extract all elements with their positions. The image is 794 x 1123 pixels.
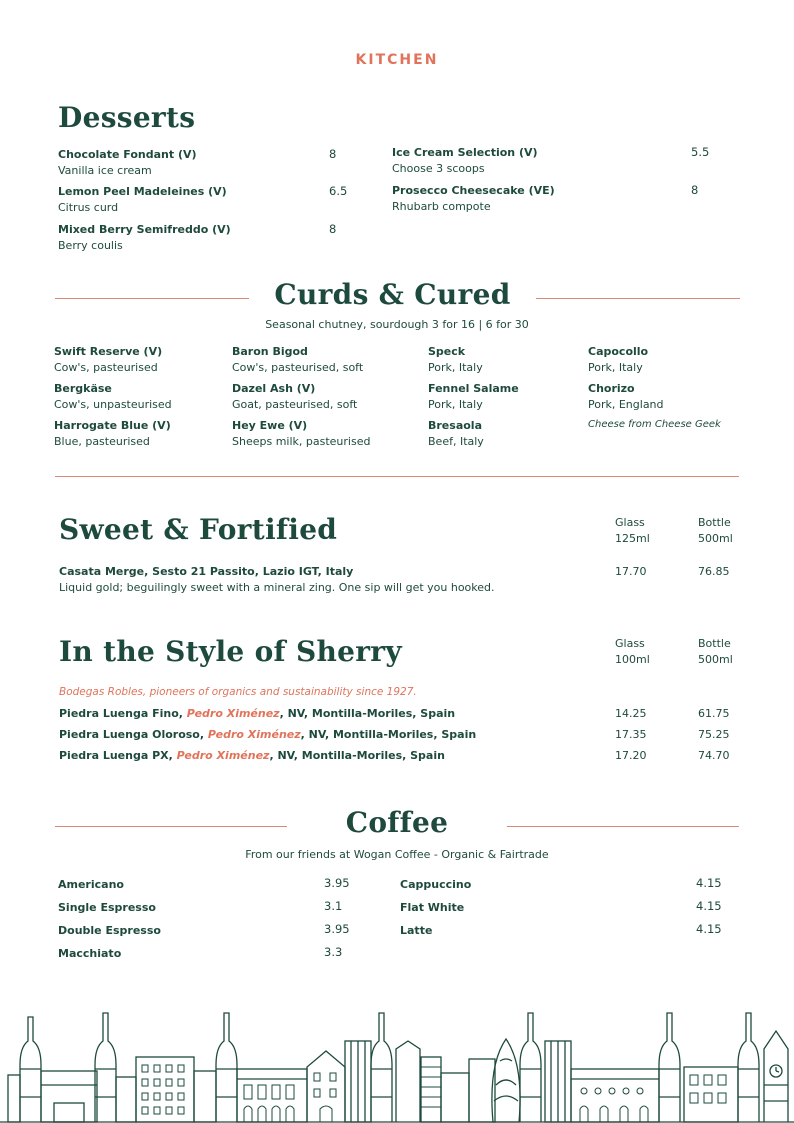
coffee-price: 4.15 xyxy=(696,922,722,936)
sherry-bottle-price: 74.70 xyxy=(698,749,730,762)
dessert-price: 5.5 xyxy=(691,145,710,159)
cured-name: Speck xyxy=(428,345,466,358)
glass-label: Glass xyxy=(615,637,645,650)
cured-name: Chorizo xyxy=(588,382,635,395)
coffee-price: 3.95 xyxy=(324,922,350,936)
sherry-name: Piedra Luenga Oloroso, Pedro Ximénez, NV, Montilla-Moriles, Spain xyxy=(59,728,477,741)
coffee-price: 4.15 xyxy=(696,899,722,913)
coffee-name: Cappuccino xyxy=(400,878,472,891)
grape-variety: Pedro Ximénez xyxy=(207,728,301,741)
dessert-price: 8 xyxy=(329,147,337,161)
cheese-desc: Goat, pasteurised, soft xyxy=(232,398,358,411)
sherry-glass-price: 14.25 xyxy=(615,707,647,720)
bottle-label: Bottle xyxy=(698,637,731,650)
cured-desc: Beef, Italy xyxy=(428,435,484,448)
cured-desc: Pork, Italy xyxy=(428,398,483,411)
grape-variety: Pedro Ximénez xyxy=(176,749,270,762)
dessert-price: 6.5 xyxy=(329,184,348,198)
cured-desc: Pork, Italy xyxy=(588,361,643,374)
dessert-desc: Berry coulis xyxy=(58,239,123,252)
curds-heading: Curds & Cured xyxy=(274,278,511,311)
dessert-desc: Choose 3 scoops xyxy=(392,162,485,175)
coffee-name: Macchiato xyxy=(58,947,122,960)
dessert-name: Chocolate Fondant (V) xyxy=(58,148,197,161)
cheese-desc: Blue, pasteurised xyxy=(54,435,150,448)
coffee-heading: Coffee xyxy=(345,806,449,839)
cheese-desc: Cow's, unpasteurised xyxy=(54,398,172,411)
grape-variety: Pedro Ximénez xyxy=(186,707,280,720)
cheese-name: Harrogate Blue (V) xyxy=(54,419,171,432)
divider-line xyxy=(536,298,740,299)
cheese-source-note: Cheese from Cheese Geek xyxy=(588,419,721,430)
cured-desc: Pork, Italy xyxy=(428,361,483,374)
dessert-name: Lemon Peel Madeleines (V) xyxy=(58,185,227,198)
cheese-name: Baron Bigod xyxy=(232,345,308,358)
kitchen-title: KITCHEN xyxy=(355,52,439,68)
coffee-name: Latte xyxy=(400,924,433,937)
bottle-size: 500ml xyxy=(698,532,733,545)
bottle-size: 500ml xyxy=(698,653,733,666)
dessert-name: Prosecco Cheesecake (VE) xyxy=(392,184,555,197)
divider-line xyxy=(55,476,739,477)
sherry-glass-price: 17.20 xyxy=(615,749,647,762)
coffee-price: 4.15 xyxy=(696,876,722,890)
glass-label: Glass xyxy=(615,516,645,529)
sherry-name: Piedra Luenga PX, Pedro Ximénez, NV, Montilla-Moriles, Spain xyxy=(59,749,445,762)
dessert-name: Ice Cream Selection (V) xyxy=(392,146,538,159)
wine-name: Casata Merge, Sesto 21 Passito, Lazio IGT, Italy xyxy=(59,565,354,578)
dessert-desc: Vanilla ice cream xyxy=(58,164,152,177)
dessert-price: 8 xyxy=(691,183,699,197)
coffee-price: 3.1 xyxy=(324,899,343,913)
cheese-desc: Cow's, pasteurised xyxy=(54,361,158,374)
cheese-name: Bergkäse xyxy=(54,382,112,395)
dessert-desc: Citrus curd xyxy=(58,201,119,214)
cheese-name: Hey Ewe (V) xyxy=(232,419,308,432)
cured-name: Capocollo xyxy=(588,345,649,358)
desserts-heading: Desserts xyxy=(58,101,196,134)
dessert-desc: Rhubarb compote xyxy=(392,200,491,213)
divider-line xyxy=(55,298,249,299)
divider-line xyxy=(55,826,287,827)
glass-size: 125ml xyxy=(615,532,650,545)
sherry-heading: In the Style of Sherry xyxy=(59,635,402,668)
divider-line xyxy=(507,826,739,827)
bottle-label: Bottle xyxy=(698,516,731,529)
sherry-bottle-price: 75.25 xyxy=(698,728,730,741)
dessert-price: 8 xyxy=(329,222,337,236)
sherry-name: Piedra Luenga Fino, Pedro Ximénez, NV, Montilla-Moriles, Spain xyxy=(59,707,456,720)
wine-bottle-price: 76.85 xyxy=(698,565,730,578)
coffee-name: Single Espresso xyxy=(58,901,156,914)
glass-size: 100ml xyxy=(615,653,650,666)
coffee-price: 3.3 xyxy=(324,945,343,959)
cheese-desc: Sheeps milk, pasteurised xyxy=(232,435,371,448)
coffee-subtitle: From our friends at Wogan Coffee - Organic & Fairtrade xyxy=(245,848,549,861)
cured-name: Fennel Salame xyxy=(428,382,519,395)
coffee-name: Flat White xyxy=(400,901,465,914)
coffee-name: Double Espresso xyxy=(58,924,161,937)
sweet-heading: Sweet & Fortified xyxy=(59,513,338,546)
curds-subtitle: Seasonal chutney, sourdough 3 for 16 | 6 for 30 xyxy=(265,318,529,331)
sherry-bottle-price: 61.75 xyxy=(698,707,730,720)
wine-glass-price: 17.70 xyxy=(615,565,647,578)
wine-desc: Liquid gold; beguilingly sweet with a mineral zing. One sip will get you hooked. xyxy=(59,581,495,594)
cheese-desc: Cow's, pasteurised, soft xyxy=(232,361,364,374)
coffee-price: 3.95 xyxy=(324,876,350,890)
city-skyline-illustration xyxy=(0,1005,794,1123)
dessert-name: Mixed Berry Semifreddo (V) xyxy=(58,223,231,236)
cheese-name: Dazel Ash (V) xyxy=(232,382,316,395)
cheese-name: Swift Reserve (V) xyxy=(54,345,163,358)
cured-desc: Pork, England xyxy=(588,398,664,411)
cured-name: Bresaola xyxy=(428,419,482,432)
coffee-name: Americano xyxy=(58,878,124,891)
sherry-intro: Bodegas Robles, pioneers of organics and sustainability since 1927. xyxy=(59,686,417,698)
sherry-glass-price: 17.35 xyxy=(615,728,647,741)
